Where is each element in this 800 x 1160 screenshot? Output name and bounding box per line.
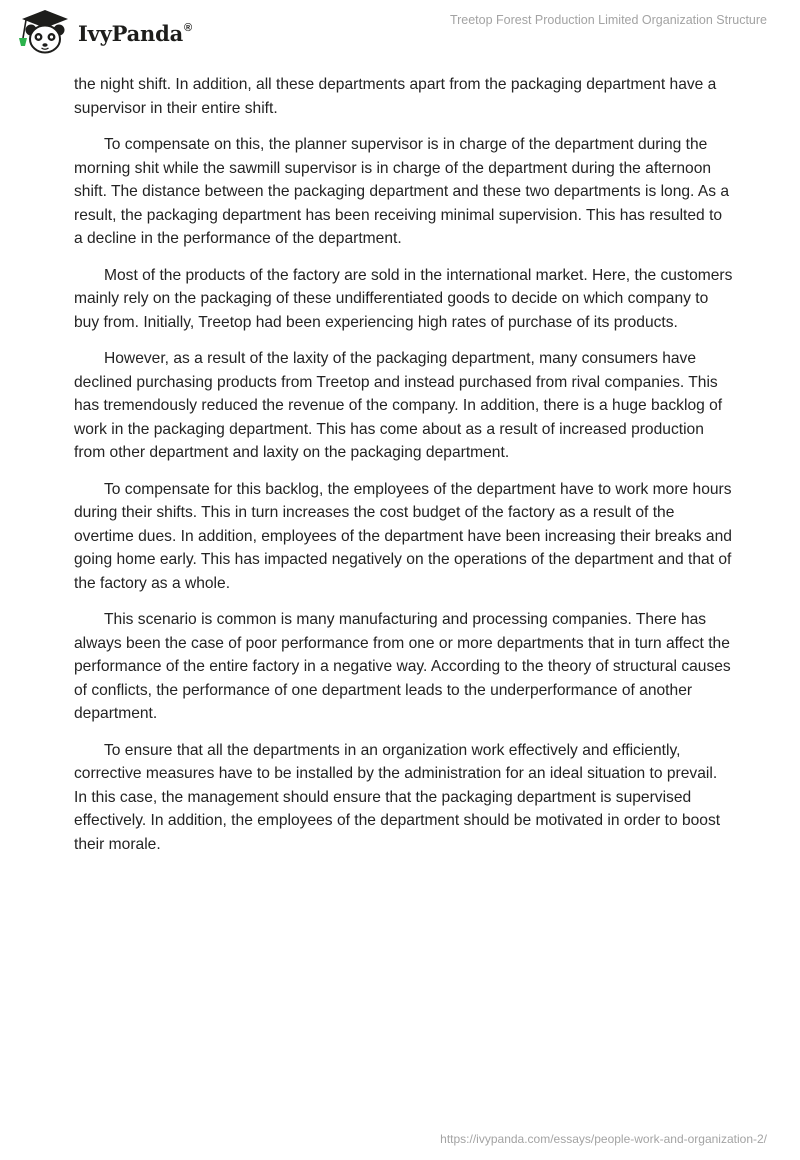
paragraph: Most of the products of the factory are sold in the international market. Here, the customers mainly rely on the packaging of these undifferentiated goods to decide on which company to buy from. Initially, Treetop had been experiencing high rates of purchase of its products. — [74, 266, 733, 331]
brand-name: IvyPanda® — [78, 20, 192, 46]
paragraph: To compensate on this, the planner supervisor is in charge of the department during the morning shit while the sawmill supervisor is in charge of the department during the afternoon shift. The distance between the packaging department and these two departments is long. As a result, the packaging department has been receiving minimal supervision. This has resulted to a decline in the performance of the department. — [74, 136, 730, 247]
paragraph: To ensure that all the departments in an organization work effectively and efficiently, corrective measures have to be installed by the administration for an ideal situation to prevail. In this case, the management should ensure that the packaging department is supervised effectively. In addition, the employees of the department should be motivated in order to boost their morale. — [74, 741, 721, 853]
paragraph: the night shift. In addition, all these departments apart from the packaging department have a supervisor in their entire shift. — [74, 76, 717, 117]
registered-mark: ® — [184, 21, 192, 34]
essay-body — [74, 73, 734, 869]
panda-logo-icon — [14, 8, 76, 56]
paragraph: To compensate for this backlog, the employees of the department have to work more hours during their shifts. This in turn increases the cost budget of the factory as a result of the overtime dues. In addition, employees of the department have been increasing their breaks and going home early. This has impacted negatively on the operations of the department and that of the factory as a whole. — [74, 480, 732, 592]
page-header — [0, 0, 800, 70]
document-title: Treetop Forest Production Limited Organization Structure — [449, 13, 767, 27]
source-url-link[interactable]: https://ivypanda.com/essays/people-work-and-organization-2/ — [440, 1132, 767, 1146]
ivypanda-logo[interactable] — [14, 8, 192, 56]
paragraph: This scenario is common is many manufacturing and processing companies. There has always been the case of poor performance from one or more departments that in turn affect the performance of the entire factory in a negative way. According to the theory of structural causes of conflicts, the performance of one department leads to the underperformance of another department. — [74, 611, 731, 722]
paragraph: However, as a result of the laxity of the packaging department, many consumers have declined purchasing products from Treetop and instead purchased from rival companies. This has tremendously reduced the revenue of the company. In addition, there is a huge backlog of work in the packaging department. This has come about as a result of increased production from other department and laxity on the packaging department. — [74, 350, 723, 461]
